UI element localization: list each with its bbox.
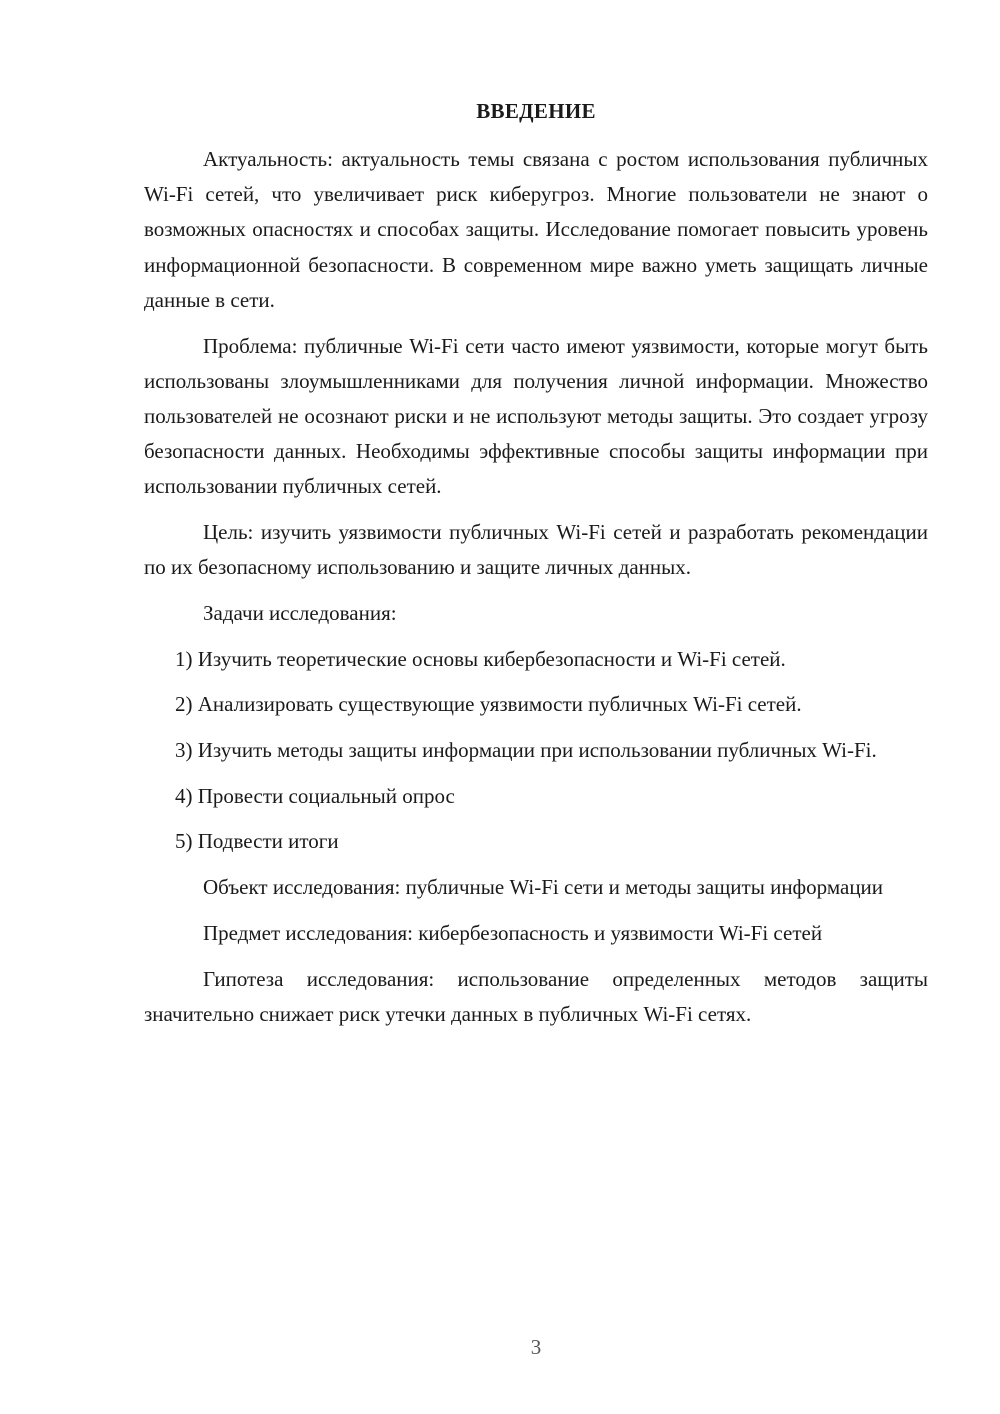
list-item: 3) Изучить методы защиты информации при использовании публичных Wi-Fi. [175, 738, 877, 763]
paragraph-subject: Предмет исследования: кибербезопасность и уязвимости Wi-Fi сетей [203, 920, 823, 945]
paragraph-goal: Цель: изучить уязвимости публичных Wi-Fi сетей и разработать рекомендации по их безопасному использованию и защите личных данных. [144, 520, 928, 580]
page-number: 3 [530, 1335, 542, 1359]
tasks-heading: Задачи исследования: [203, 600, 397, 625]
list-item: 5) Подвести итоги [175, 829, 339, 854]
list-item: 2) Анализировать существующие уязвимости публичных Wi-Fi сетей. [175, 692, 802, 717]
paragraph-relevance: Актуальность: актуальность темы связана с ростом использования публичных Wi-Fi сетей, что увеличивает риск киберугроз. Многие пользователи не знают о возможных опасностях и способах защиты. Исследование помогает повысить уровень информационной безопасности. В современном мире важно уметь защищать личные данные в сети. [144, 147, 928, 312]
list-item: 1) Изучить теоретические основы кибербезопасности и Wi-Fi сетей. [175, 646, 786, 671]
page-content [144, 142, 928, 1042]
paragraph-hypothesis: Гипотеза исследования: использование определенных методов защиты значительно снижает риск утечки данных в публичных Wi-Fi сетях. [144, 966, 928, 1026]
page-title: ВВЕДЕНИЕ [476, 99, 596, 123]
list-item: 4) Провести социальный опрос [175, 783, 455, 808]
paragraph-object: Объект исследования: публичные Wi-Fi сети и методы защиты информации [203, 875, 884, 900]
paragraph-problem: Проблема: публичные Wi-Fi сети часто имеют уязвимости, которые могут быть использованы злоумышленниками для получения личной информации. Множество пользователей не осознают риски и не используют методы защиты. Это создает угрозу безопасности данных. Необходимы эффективные способы защиты информации при использовании публичных сетей. [144, 333, 928, 499]
